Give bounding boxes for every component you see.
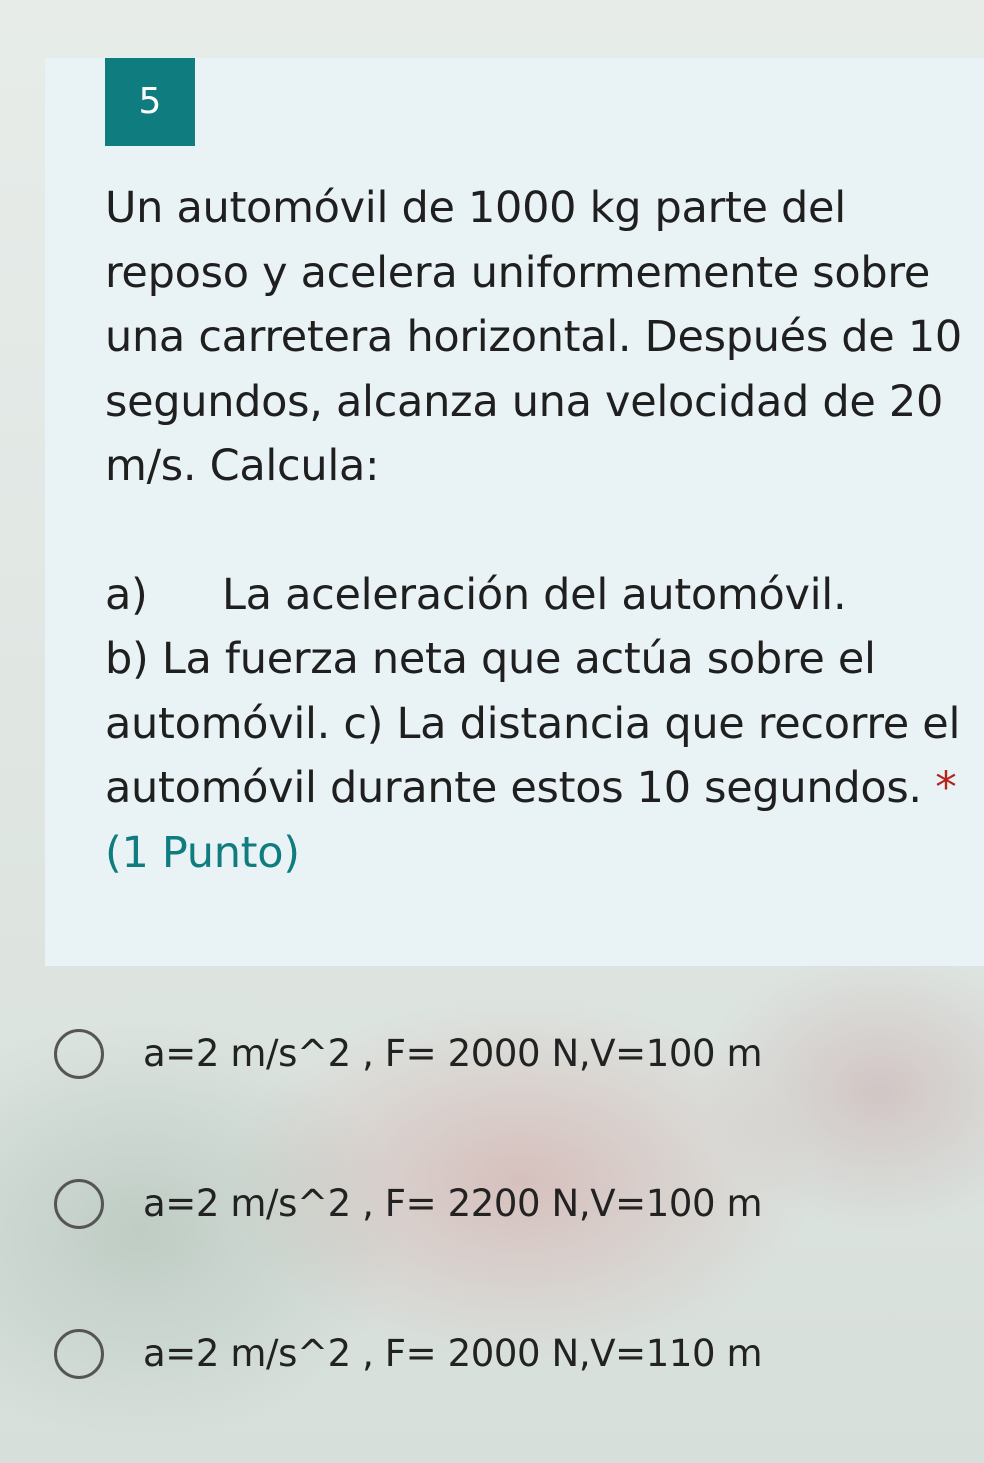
item-a-label: a)	[105, 569, 148, 620]
radio-button-icon[interactable]	[54, 1179, 104, 1229]
question-items-b-c	[105, 627, 970, 885]
answer-option-label: a=2 m/s^2 , F= 2000 N,V=100 m	[143, 1032, 763, 1075]
radio-button-icon[interactable]	[54, 1029, 104, 1079]
answer-option-1[interactable]	[50, 1022, 810, 1086]
radio-button-icon[interactable]	[54, 1329, 104, 1379]
answer-option-label: a=2 m/s^2 , F= 2000 N,V=110 m	[143, 1332, 763, 1375]
answer-option-3[interactable]	[50, 1322, 810, 1386]
items-b-c-text: b) La fuerza neta que actúa sobre el automóvil. c) La distancia que recorre el automóvil durante estos 10 segundos.	[105, 634, 961, 813]
points-label: (1 Punto)	[105, 827, 300, 878]
question-statement: Un automóvil de 1000 kg parte del reposo y acelera uniformemente sobre una carretera horizontal. Después de 10 segundos, alcanza una velocidad de 20 m/s. Calcula:	[105, 183, 962, 491]
question-card	[45, 58, 984, 966]
paragraph-spacer	[105, 499, 970, 563]
required-marker: *	[935, 763, 957, 813]
question-text	[105, 176, 970, 885]
item-a-text: La aceleración del automóvil.	[222, 569, 847, 620]
question-number-badge: 5	[105, 58, 195, 146]
answer-option-2[interactable]	[50, 1172, 810, 1236]
question-item-a	[105, 563, 970, 628]
answer-option-label: a=2 m/s^2 , F= 2200 N,V=100 m	[143, 1182, 763, 1225]
